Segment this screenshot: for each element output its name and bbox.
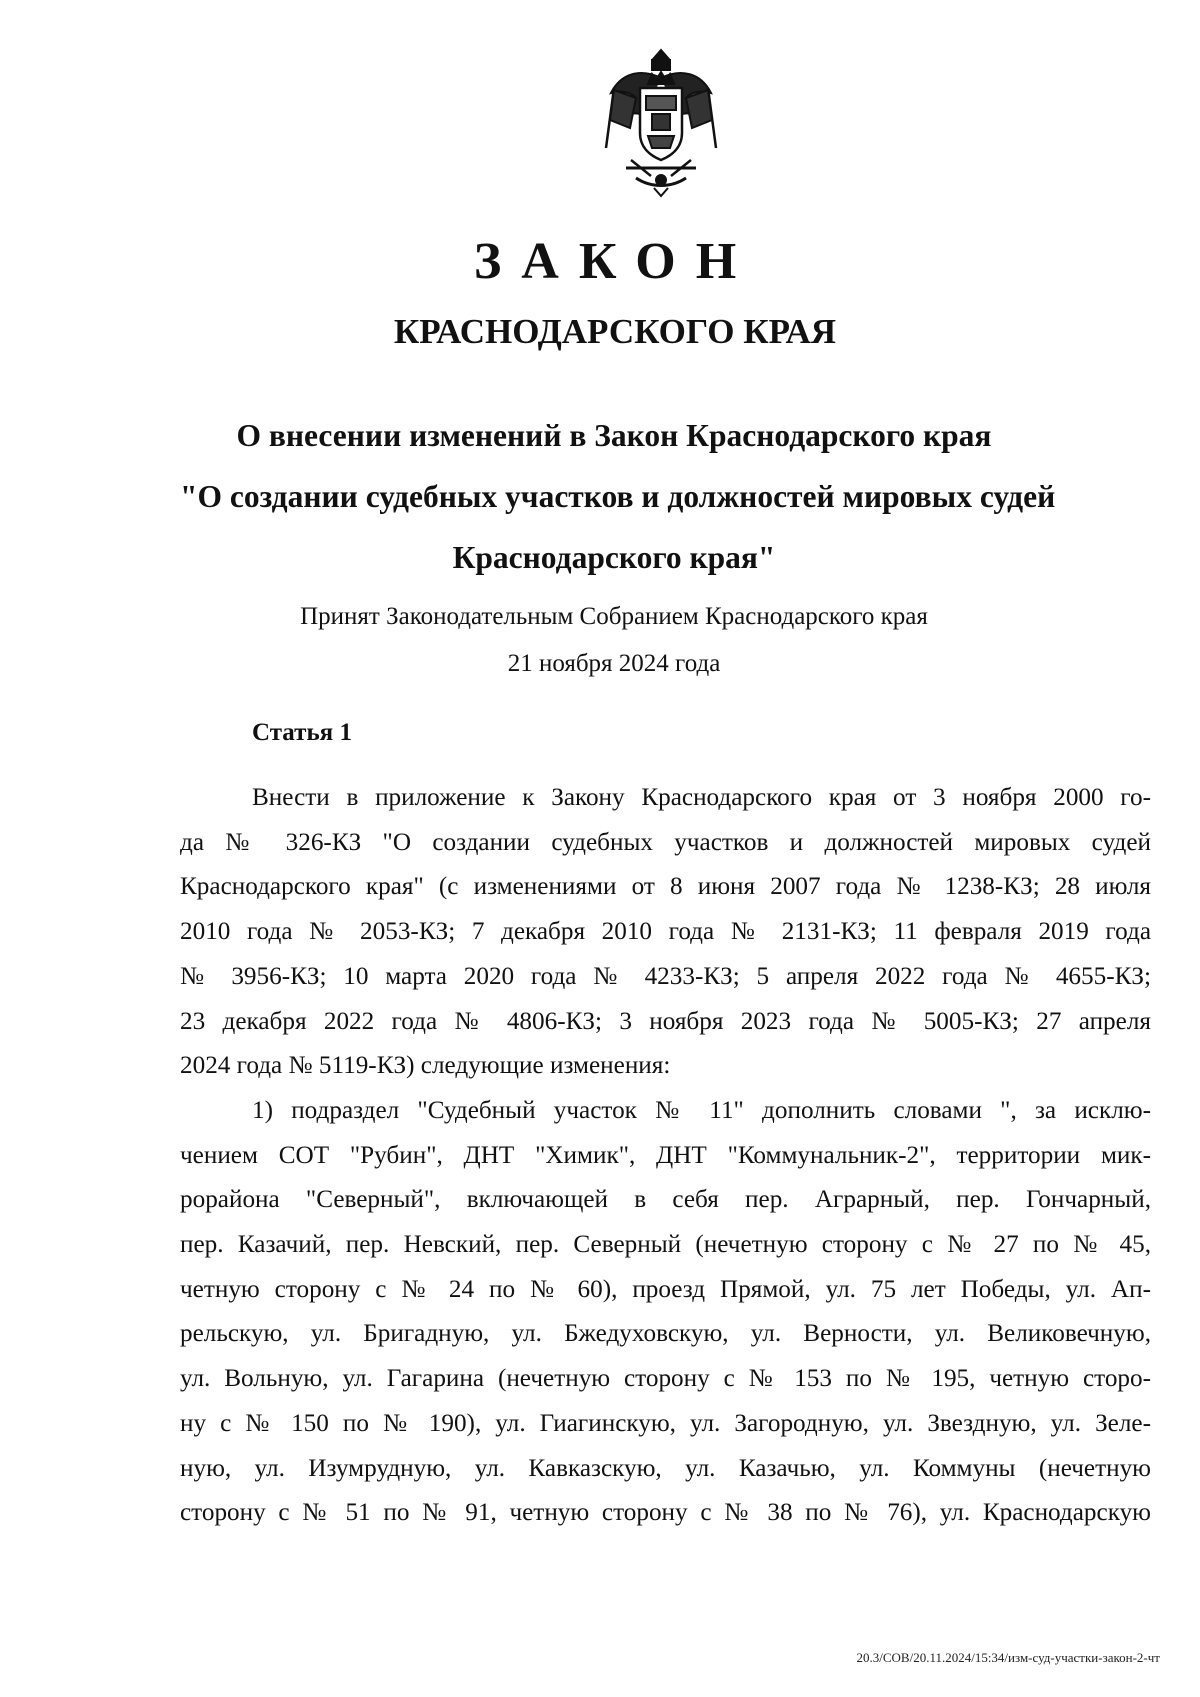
adoption-body: Принят Законодательным Собранием Краснодарского края bbox=[300, 603, 928, 630]
paragraph-line: ул. Вольную, ул. Гагарина (нечетную сторону с № 153 по № 195, четную сторо- bbox=[180, 1365, 1151, 1393]
paragraph-line: 2024 года № 5119-КЗ) следующие изменения: bbox=[180, 1052, 671, 1080]
paragraph-line: да № 326-КЗ "О создании судебных участков и должностей мировых судей bbox=[180, 828, 1151, 856]
article-body bbox=[180, 776, 1151, 1536]
paragraph-line: № 3956-КЗ; 10 марта 2020 года № 4233-КЗ; 5 апреля 2022 года № 4655-КЗ; bbox=[180, 962, 1151, 990]
document-footer-code: 20.3/СОВ/20.11.2024/15:34/изм-суд-участки-закон-2-чт bbox=[856, 1650, 1160, 1665]
paragraph-line: пер. Казачий, пер. Невский, пер. Северный (нечетную сторону с № 27 по № 45, bbox=[180, 1231, 1151, 1259]
law-heading-line: "О создании судебных участков и должностей мировых судей bbox=[180, 479, 1056, 514]
krasnodar-coat-of-arms-icon bbox=[596, 48, 726, 198]
adoption-note bbox=[180, 593, 1048, 687]
paragraph-line: рельскую, ул. Бригадную, ул. Бжедуховскую, ул. Верности, ул. Великовечную, bbox=[180, 1320, 1151, 1348]
paragraph-line: чением СОТ "Рубин", ДНТ "Химик", ДНТ "Коммунальник-2", территории мик- bbox=[180, 1141, 1151, 1169]
paragraph-line: 23 декабря 2022 года № 4806-КЗ; 3 ноября 2023 года № 5005-КЗ; 27 апреля bbox=[180, 1007, 1151, 1035]
paragraph-line: рорайона "Северный", включающей в себя пер. Аграрный, пер. Гончарный, bbox=[180, 1186, 1151, 1214]
document-subtitle: КРАСНОДАРСКОГО КРАЯ bbox=[393, 312, 837, 351]
paragraph-line: Краснодарского края" (с изменениями от 8 июня 2007 года № 1238-КЗ; 28 июля bbox=[180, 873, 1151, 901]
paragraph-line: 1) подраздел "Судебный участок № 11" дополнить словами ", за исклю- bbox=[252, 1096, 1151, 1124]
adoption-date: 21 ноября 2024 года bbox=[507, 650, 721, 677]
law-heading-line: Краснодарского края" bbox=[452, 540, 776, 575]
article-title: Статья 1 bbox=[252, 719, 352, 746]
paragraph-line: ну с № 150 по № 190), ул. Гиагинскую, ул. Загородную, ул. Звездную, ул. Зеле- bbox=[180, 1409, 1151, 1437]
document-title: ЗАКОН bbox=[473, 233, 757, 290]
paragraph-line: Внести в приложение к Закону Краснодарского края от 3 ноября 2000 го- bbox=[252, 784, 1151, 811]
paragraph-line: 2010 года № 2053-КЗ; 7 декабря 2010 года № 2131-КЗ; 11 февраля 2019 года bbox=[180, 918, 1151, 946]
law-heading bbox=[180, 405, 1056, 588]
paragraph-line: четную сторону с № 24 по № 60), проезд Прямой, ул. 75 лет Победы, ул. Ап- bbox=[180, 1275, 1151, 1303]
paragraph-line: сторону с № 51 по № 91, четную сторону с № 38 по № 76), ул. Краснодарскую bbox=[180, 1499, 1151, 1527]
law-heading-line: О внесении изменений в Закон Краснодарского края bbox=[236, 418, 992, 453]
paragraph-line: ную, ул. Изумрудную, ул. Кавказскую, ул. Казачью, ул. Коммуны (нечетную bbox=[180, 1454, 1151, 1482]
